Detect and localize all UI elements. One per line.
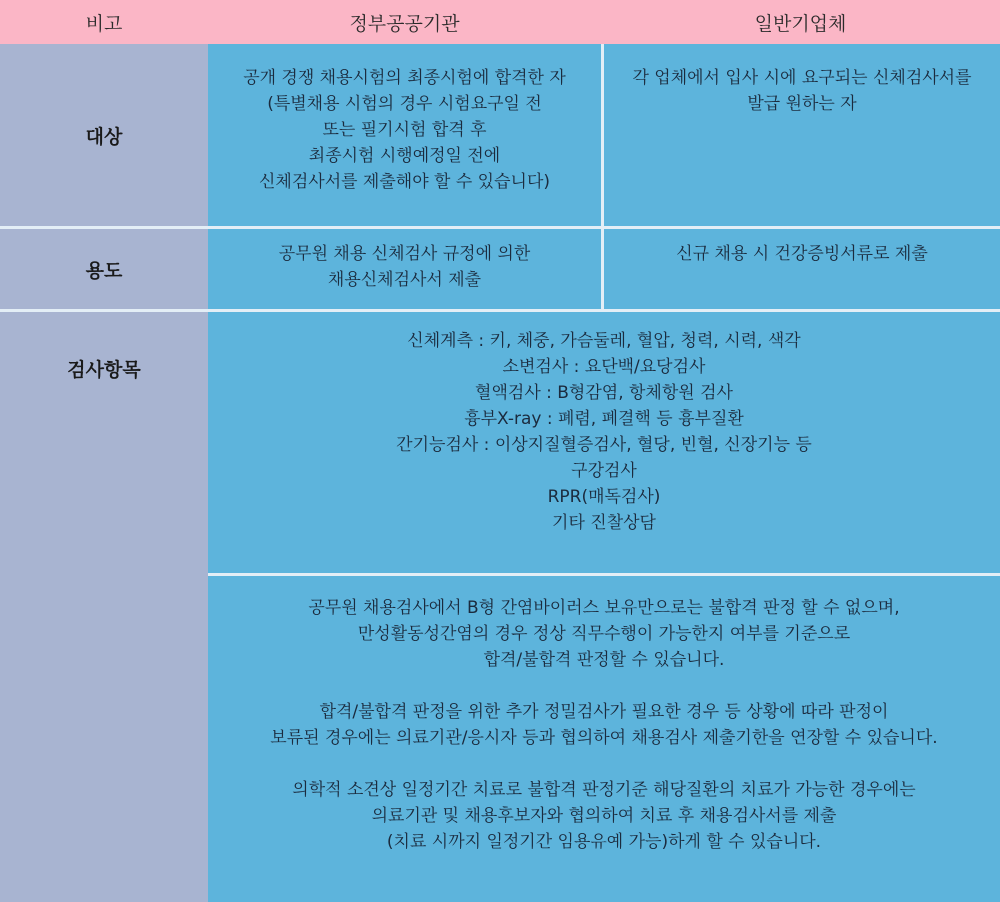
note-line: 의료기관 및 채용후보자와 협의하여 치료 후 채용검사서를 제출 <box>371 806 837 826</box>
header-government-label: 정부공공기관 <box>349 12 460 35</box>
target-gov-line: 최종시험 시행예정일 전에 <box>308 146 501 166</box>
note-line: 합격/불합격 판정을 위한 추가 정밀검사가 필요한 경우 등 상황에 따라 판정이 <box>319 702 889 722</box>
exam-item: 기타 진찰상담 <box>552 513 656 533</box>
usage-gov-line: 채용신체검사서 제출 <box>327 270 482 290</box>
exam-item: RPR(매독검사) <box>547 487 661 507</box>
row-label-target <box>0 44 208 226</box>
row-divider <box>0 226 1000 229</box>
exam-item: 간기능검사 : 이상지질혈증검사, 혈당, 빈혈, 신장기능 등 <box>396 435 812 455</box>
target-gov-line: 신체검사서를 제출해야 할 수 있습니다) <box>259 172 550 192</box>
exam-items-cell <box>208 312 1000 573</box>
items-label: 검사항목 <box>67 359 141 381</box>
usage-company-cell <box>604 229 1000 309</box>
target-gov-line: 또는 필기시험 합격 후 <box>322 120 487 140</box>
note-line: 합격/불합격 판정할 수 있습니다. <box>483 650 725 670</box>
note-line: 만성활동성간염의 경우 정상 직무수행이 가능한지 여부를 기준으로 <box>357 624 851 644</box>
target-gov-line: 공개 경쟁 채용시험의 최종시험에 합격한 자 <box>243 68 566 88</box>
usage-company-line: 신규 채용 시 건강증빙서류로 제출 <box>676 244 928 264</box>
row-divider <box>208 573 1000 576</box>
note-line: 보류된 경우에는 의료기관/응시자 등과 협의하여 채용검사 제출기한을 연장할 수 있습니다. <box>270 728 938 748</box>
header-col-remarks <box>0 0 208 44</box>
target-company-line: 각 업체에서 입사 시에 요구되는 신체검사서를 <box>632 68 972 88</box>
header-remarks-label: 비고 <box>85 12 123 35</box>
row-divider <box>0 309 1000 312</box>
header-company-label: 일반기업체 <box>754 12 847 35</box>
header-col-government <box>208 0 601 44</box>
target-gov-line: (특별채용 시험의 경우 시험요구일 전 <box>267 94 542 114</box>
note-line: 공무원 채용검사에서 B형 간염바이러스 보유만으로는 불합격 판정 할 수 없으며, <box>308 598 900 618</box>
usage-gov-line: 공무원 채용 신체검사 규정에 의한 <box>278 244 531 264</box>
note-line: (치료 시까지 일정기간 임용유예 가능)하게 할 수 있습니다. <box>386 832 822 852</box>
row-label-items <box>0 312 208 902</box>
target-company-line: 발급 원하는 자 <box>747 94 857 114</box>
exam-item: 구강검사 <box>571 461 637 481</box>
usage-government-cell <box>208 229 601 309</box>
exam-notes-cell <box>208 576 1000 902</box>
header-col-company <box>601 0 1000 44</box>
target-company-cell <box>604 44 1000 226</box>
target-government-cell <box>208 44 601 226</box>
note-line: 의학적 소견상 일정기간 치료로 불합격 판정기준 해당질환의 치료가 가능한 경우에는 <box>292 780 916 800</box>
exam-item: 신체계측 : 키, 체중, 가슴둘레, 혈압, 청력, 시력, 색각 <box>407 331 801 351</box>
exam-item: 흉부X-ray : 폐렴, 폐결핵 등 흉부질환 <box>464 409 744 429</box>
row-label-usage <box>0 229 208 309</box>
exam-item: 소변검사 : 요단백/요당검사 <box>502 357 706 377</box>
exam-item: 혈액검사 : B형감염, 항체항원 검사 <box>475 383 733 403</box>
target-label: 대상 <box>85 126 123 148</box>
usage-label: 용도 <box>85 260 123 282</box>
column-divider <box>601 44 604 309</box>
